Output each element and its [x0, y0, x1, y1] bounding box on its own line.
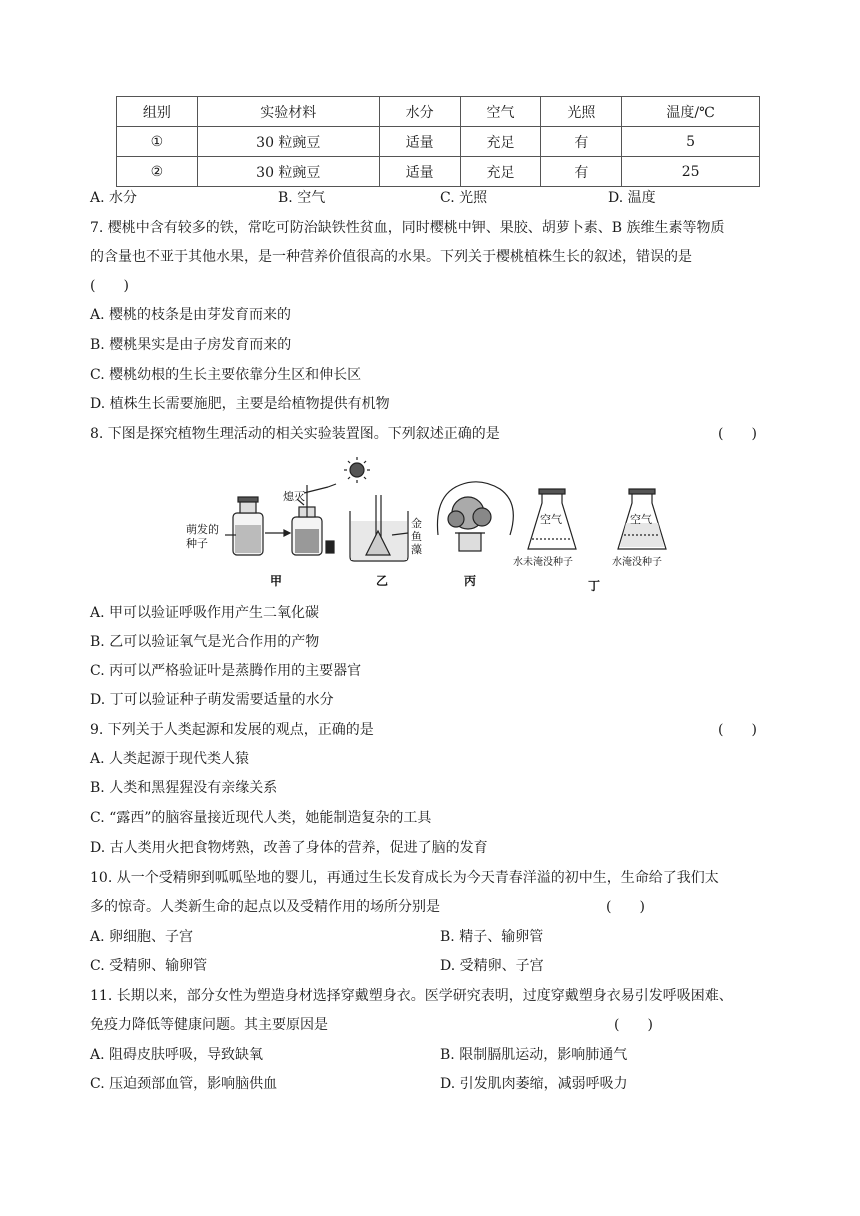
q10-option-c: C. 受精卵、输卵管 — [90, 958, 208, 974]
table-cell: ② — [117, 157, 198, 187]
label-water-submerged: 水淹没种子 — [612, 557, 662, 568]
q9-option-a: A. 人类起源于现代类人猿 — [90, 751, 250, 767]
table-cell: 30 粒豌豆 — [197, 157, 379, 187]
table-cell: 适量 — [379, 157, 460, 187]
q7-option-b: B. 樱桃果实是由子房发育而来的 — [90, 337, 292, 353]
q8-stem: 8. 下图是探究植物生理活动的相关实验装置图。下列叙述正确的是 — [90, 426, 500, 442]
q8-option-c: C. 丙可以严格验证叶是蒸腾作用的主要器官 — [90, 663, 362, 679]
q9-option-c: C. “露西”的脑容量接近现代人类，她能制造复杂的工具 — [90, 810, 432, 826]
caption-jia: 甲 — [270, 574, 283, 588]
table-cell: 25 — [622, 157, 760, 187]
label-water-not-submerged: 水未淹没种子 — [513, 557, 573, 568]
q9-stem: 9. 下列关于人类起源和发展的观点，正确的是 — [90, 722, 374, 738]
q6-option-d: D. 温度 — [608, 190, 656, 206]
table-header: 组别 — [117, 97, 198, 127]
label-seeds-1: 萌发的 — [186, 523, 219, 536]
table-header: 空气 — [460, 97, 541, 127]
q7-stem-line1: 7. 樱桃中含有较多的铁，常吃可防治缺铁性贫血，同时樱桃中钾、果胶、胡萝卜素、B 族维生素等物质 — [90, 220, 725, 236]
label-algae-3: 藻 — [411, 543, 422, 556]
table-cell: 充足 — [460, 157, 541, 187]
q8-option-b: B. 乙可以验证氧气是光合作用的产物 — [90, 634, 320, 650]
q10-option-d: D. 受精卵、子宫 — [440, 958, 544, 974]
table-header: 水分 — [379, 97, 460, 127]
q11-answer-paren: ( ) — [614, 1017, 653, 1033]
q11-option-a: A. 阻碍皮肤呼吸，导致缺氧 — [90, 1047, 264, 1063]
table-cell: 充足 — [460, 127, 541, 157]
experiment-table — [116, 96, 760, 187]
q6-option-c: C. 光照 — [440, 190, 488, 206]
q8-answer-paren: ( ) — [718, 426, 757, 442]
caption-bing: 丙 — [464, 574, 477, 588]
q8-experiment-figure — [180, 455, 690, 595]
label-air-2: 空气 — [630, 513, 652, 526]
q6-option-b: B. 空气 — [278, 190, 326, 206]
q7-answer-paren: ( ) — [90, 278, 129, 294]
table-row — [117, 127, 760, 157]
q10-answer-paren: ( ) — [606, 899, 645, 915]
q11-stem-line2: 免疫力降低等健康问题。其主要原因是 — [90, 1017, 328, 1033]
potted-plant-bell-jar-icon — [437, 482, 513, 551]
caption-ding: 丁 — [588, 579, 601, 593]
label-extinguish: 熄灭 — [283, 490, 305, 503]
label-seeds-2: 种子 — [186, 537, 208, 550]
bottle-seeds-icon — [233, 497, 263, 555]
q9-option-d: D. 古人类用火把食物烤熟，改善了身体的营养，促进了脑的发育 — [90, 840, 488, 856]
caption-yi: 乙 — [376, 574, 389, 588]
q8-option-a: A. 甲可以验证呼吸作用产生二氧化碳 — [90, 605, 320, 621]
table-cell: 有 — [541, 157, 622, 187]
q7-option-c: C. 樱桃幼根的生长主要依靠分生区和伸长区 — [90, 367, 362, 383]
q7-option-d: D. 植株生长需要施肥，主要是给植物提供有机物 — [90, 396, 390, 412]
q10-option-a: A. 卵细胞、子宫 — [90, 929, 194, 945]
q9-option-b: B. 人类和黑猩猩没有亲缘关系 — [90, 780, 278, 796]
q8-option-d: D. 丁可以验证种子萌发需要适量的水分 — [90, 692, 334, 708]
sun-icon — [344, 457, 370, 483]
table-header: 光照 — [541, 97, 622, 127]
table-cell: 5 — [622, 127, 760, 157]
beaker-algae-icon — [350, 495, 408, 561]
table-cell: 30 粒豌豆 — [197, 127, 379, 157]
q11-option-b: B. 限制膈肌运动，影响肺通气 — [440, 1047, 628, 1063]
table-row — [117, 157, 760, 187]
table-header: 温度/℃ — [622, 97, 760, 127]
q9-answer-paren: ( ) — [718, 722, 757, 738]
table-header: 实验材料 — [197, 97, 379, 127]
label-algae-2: 鱼 — [411, 530, 422, 543]
label-algae-1: 金 — [411, 517, 422, 530]
table-cell: 适量 — [379, 127, 460, 157]
q11-option-d: D. 引发肌肉萎缩，减弱呼吸力 — [440, 1076, 628, 1092]
table-header-row — [117, 97, 760, 127]
table-cell: 有 — [541, 127, 622, 157]
label-air-1: 空气 — [540, 513, 562, 526]
q11-stem-line1: 11. 长期以来，部分女性为塑造身材选择穿戴塑身衣。医学研究表明，过度穿戴塑身衣易引发呼吸困难、 — [90, 988, 733, 1004]
q7-stem-line2: 的含量也不亚于其他水果，是一种营养价值很高的水果。下列关于樱桃植株生长的叙述，错误的是 — [90, 249, 692, 265]
q11-option-c: C. 压迫颈部血管，影响脑供血 — [90, 1076, 278, 1092]
q7-option-a: A. 樱桃的枝条是由芽发育而来的 — [90, 307, 292, 323]
q10-stem-line1: 10. 从一个受精卵到呱呱坠地的婴儿，再通过生长发育成长为今天青春洋溢的初中生，生命给了我们太 — [90, 870, 719, 886]
q6-option-a: A. 水分 — [90, 190, 138, 206]
table-cell: ① — [117, 127, 198, 157]
q10-option-b: B. 精子、输卵管 — [440, 929, 544, 945]
q10-stem-line2: 多的惊奇。人类新生命的起点以及受精作用的场所分别是 — [90, 899, 440, 915]
